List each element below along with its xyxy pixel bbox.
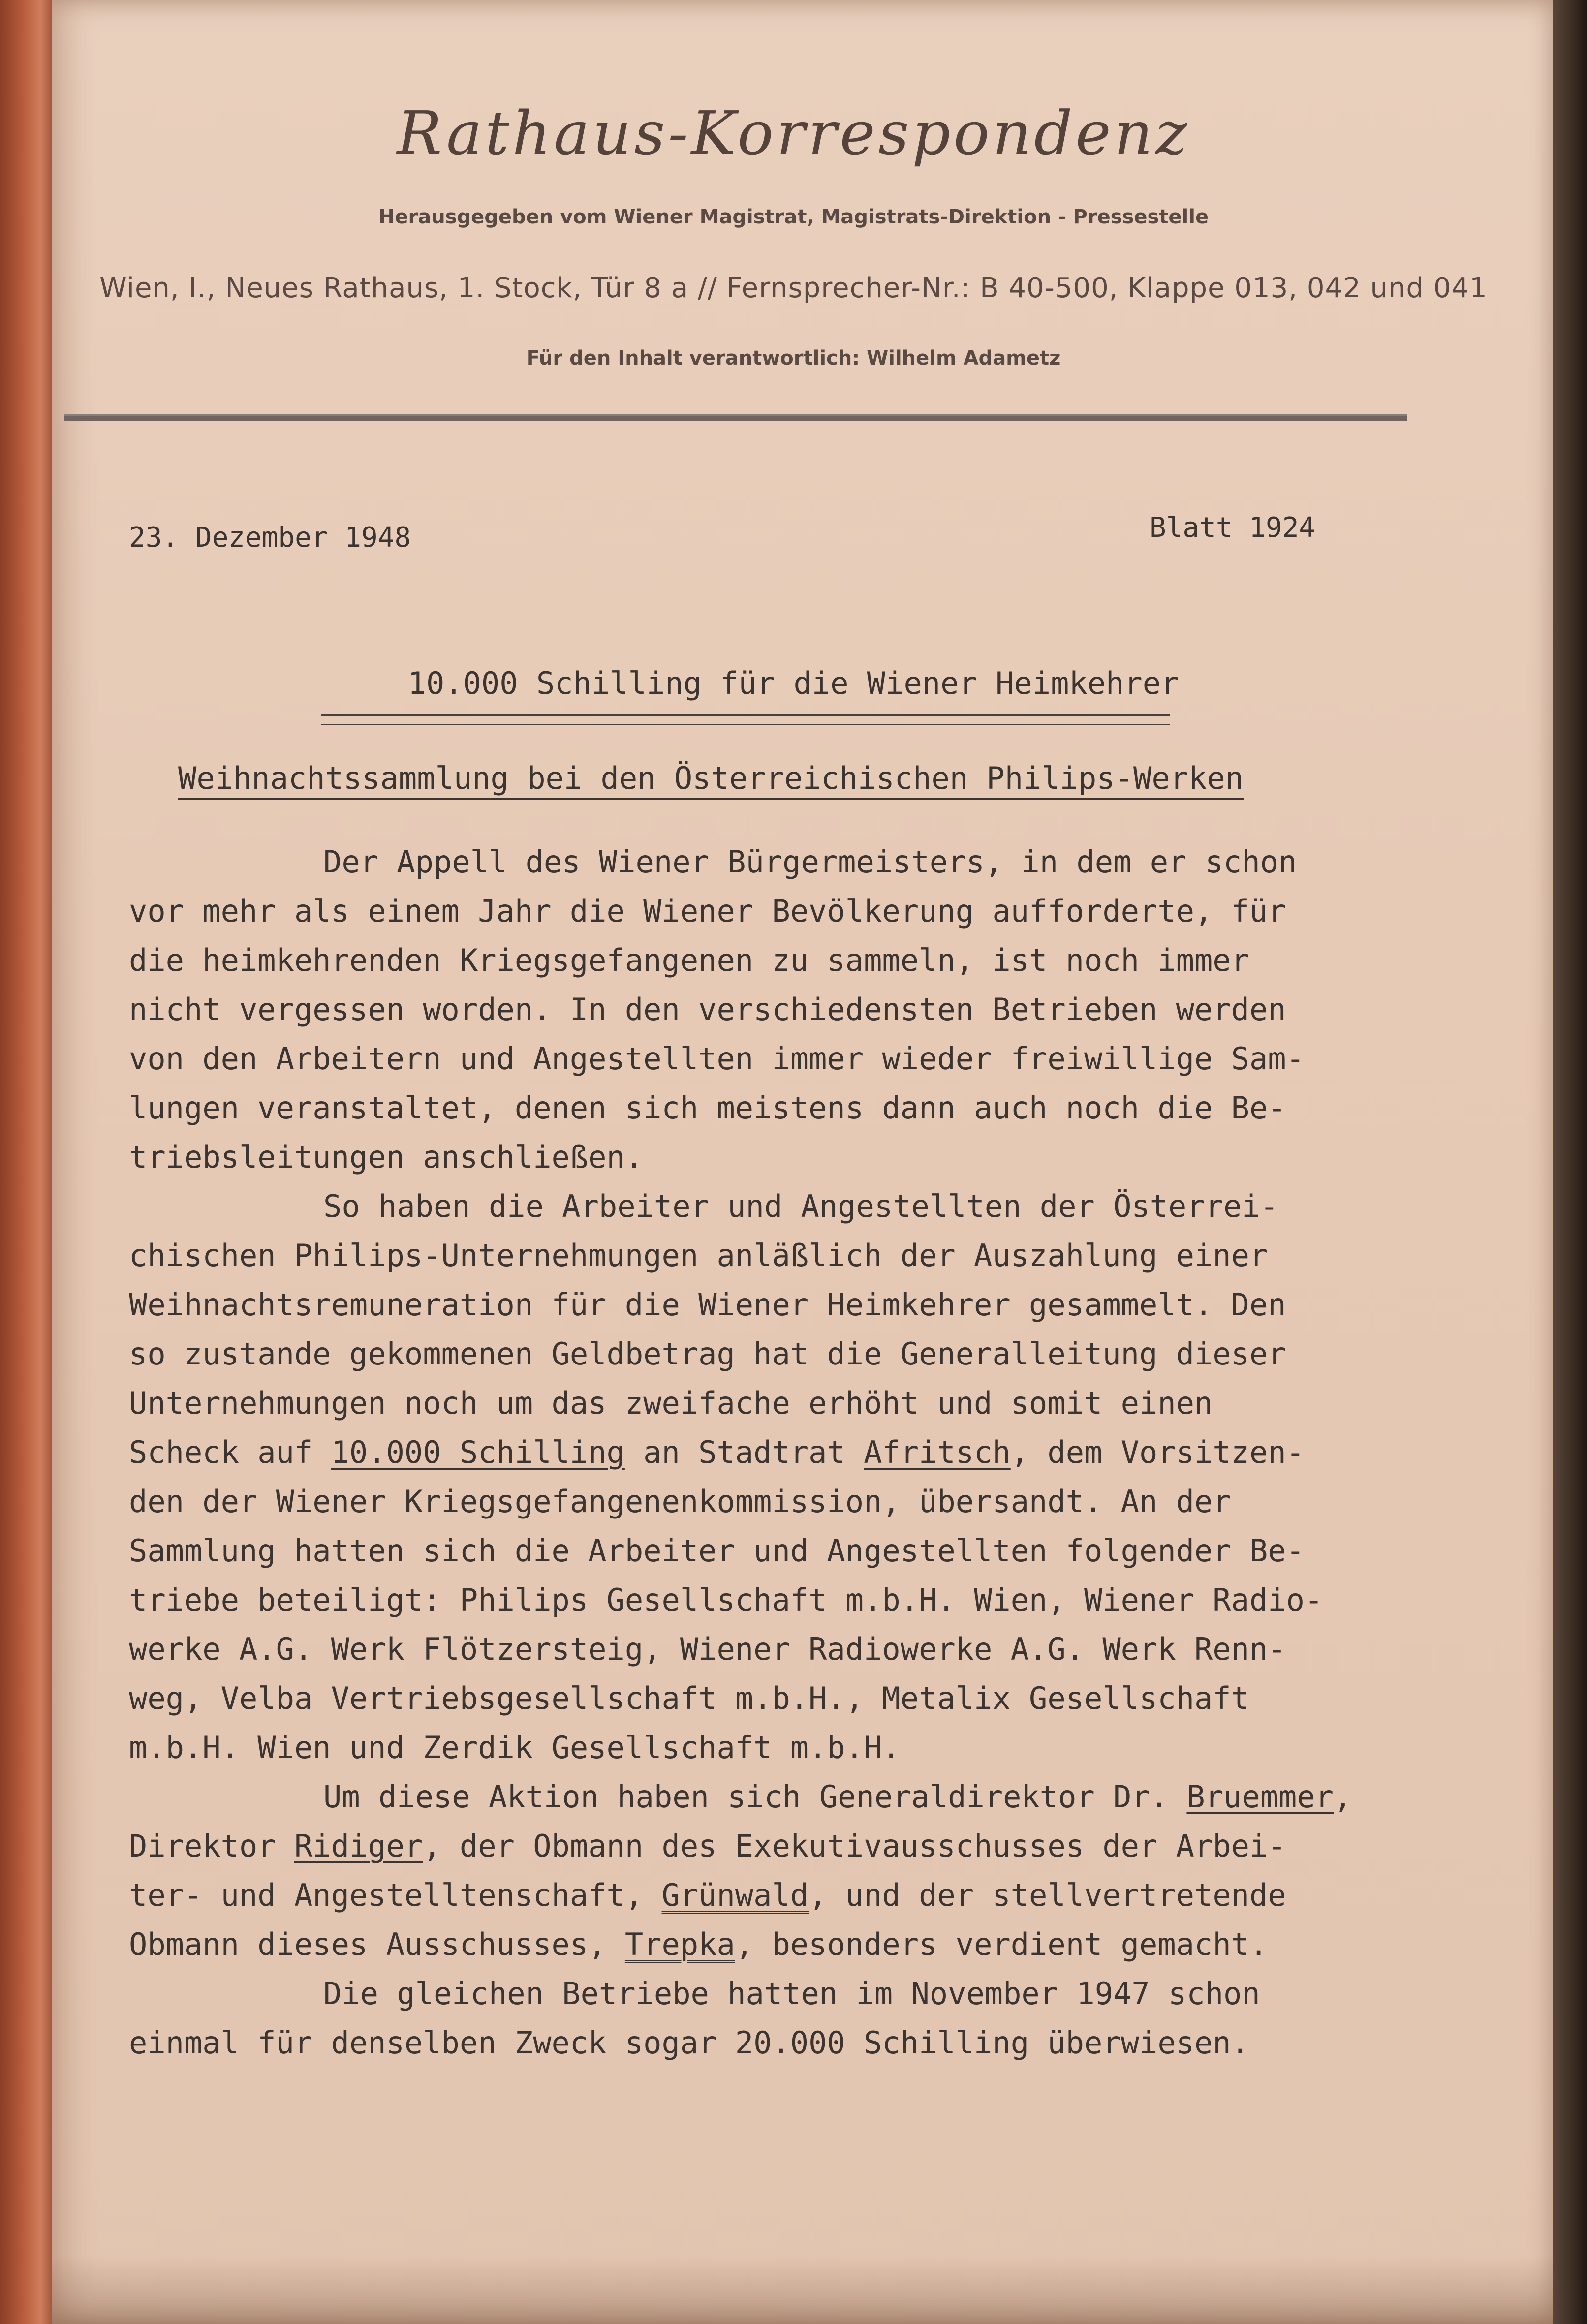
page-shadow	[52, 2255, 1557, 2324]
name-trepka: Trepka	[624, 1926, 735, 1962]
body-text: Scheck auf	[129, 1434, 331, 1470]
body-line: Unternehmungen noch um das zweifache erhöht und somit einen	[129, 1385, 1213, 1421]
body-text: , der Obmann des Exekutivausschusses der Arbei-	[423, 1828, 1286, 1864]
body-line: triebsleitungen anschließen.	[129, 1139, 644, 1175]
body-line	[129, 1428, 1472, 1477]
body-line	[129, 1772, 1472, 1822]
body-line: den der Wiener Kriegsgefangenenkommission, übersandt. An der	[129, 1484, 1231, 1519]
body-text: Direktor	[129, 1828, 294, 1864]
name-ridiger: Ridiger	[294, 1828, 423, 1864]
body-line: chischen Philips-Unternehmungen anläßlich der Auszahlung einer	[129, 1238, 1268, 1273]
masthead-address: Wien, I., Neues Rathaus, 1. Stock, Tür 8 a // Fernsprecher-Nr.: B 40-500, Klappe 013, 042 und 041	[99, 272, 1488, 304]
masthead-responsible: Für den Inhalt verantwortlich: Wilhelm Adametz	[526, 347, 1061, 370]
body-line: werke A.G. Werk Flötzersteig, Wiener Radiowerke A.G. Werk Renn-	[129, 1631, 1286, 1667]
body-text: ter- und Angestelltenschaft,	[129, 1877, 662, 1913]
body-line	[129, 1822, 1472, 1871]
body-line: weg, Velba Vertriebsgesellschaft m.b.H., Metalix Gesellschaft	[129, 1680, 1249, 1716]
body-line: So haben die Arbeiter und Angestellten der Österrei-	[323, 1188, 1279, 1224]
body-text: , und der stellvertretende	[809, 1877, 1286, 1913]
body-line: Weihnachtsremuneration für die Wiener Heimkehrer gesammelt. Den	[129, 1287, 1286, 1323]
body-line: triebe beteiligt: Philips Gesellschaft m.b.H. Wien, Wiener Radio-	[129, 1582, 1323, 1618]
body-line: vor mehr als einem Jahr die Wiener Bevölkerung aufforderte, für	[129, 893, 1286, 929]
body-line	[129, 1920, 1472, 1969]
body-text: an Stadtrat	[624, 1434, 864, 1470]
masthead-rule	[64, 414, 1407, 421]
body-text: Um diese Aktion haben sich Generaldirektor Dr.	[323, 1779, 1187, 1815]
body-line: Die gleichen Betriebe hatten im November 1947 schon	[323, 1976, 1260, 2012]
name-gruenwald: Grünwald	[661, 1877, 809, 1913]
masthead-title: Rathaus-Korrespondenz	[397, 98, 1190, 168]
article-body	[129, 837, 1472, 2068]
amount-underlined: 10.000 Schilling	[331, 1434, 625, 1470]
body-text: , dem Vorsitzen-	[1010, 1434, 1305, 1470]
body-line: so zustande gekommenen Geldbetrag hat die Generalleitung dieser	[129, 1336, 1286, 1372]
body-text: ,	[1334, 1779, 1352, 1815]
body-line: einmal für denselben Zweck sogar 20.000 Schilling überwiesen.	[129, 2025, 1249, 2061]
body-text: , besonders verdient gemacht.	[735, 1926, 1268, 1962]
body-line: von den Arbeitern und Angestellten immer wieder freiwillige Sam-	[129, 1041, 1305, 1077]
name-bruemmer: Bruemmer	[1186, 1779, 1334, 1815]
body-line: Sammlung hatten sich die Arbeiter und Angestellten folgender Be-	[129, 1533, 1305, 1569]
article-subheadline: Weihnachtssammlung bei den Österreichischen Philips-Werken	[178, 760, 1244, 800]
body-line: nicht vergessen worden. In den verschiedensten Betrieben werden	[129, 992, 1286, 1027]
sheet-number: Blatt 1924	[1150, 512, 1316, 544]
body-text: Obmann dieses Ausschusses,	[129, 1926, 625, 1962]
body-line: lungen veranstaltet, denen sich meistens dann auch noch die Be-	[129, 1090, 1286, 1126]
body-line: m.b.H. Wien und Zerdik Gesellschaft m.b.H.	[129, 1730, 901, 1766]
body-line	[129, 1871, 1472, 1920]
name-afritsch: Afritsch	[864, 1434, 1011, 1470]
masthead-publisher: Herausgegeben vom Wiener Magistrat, Magistrats-Direktion - Pressestelle	[378, 206, 1209, 228]
document-date: 23. Dezember 1948	[129, 522, 411, 554]
body-line: die heimkehrenden Kriegsgefangenen zu sammeln, ist noch immer	[129, 942, 1249, 978]
body-line: Der Appell des Wiener Bürgermeisters, in dem er schon	[323, 844, 1297, 880]
article-headline: 10.000 Schilling für die Wiener Heimkehrer	[407, 665, 1180, 701]
headline-double-rule	[321, 714, 1170, 725]
